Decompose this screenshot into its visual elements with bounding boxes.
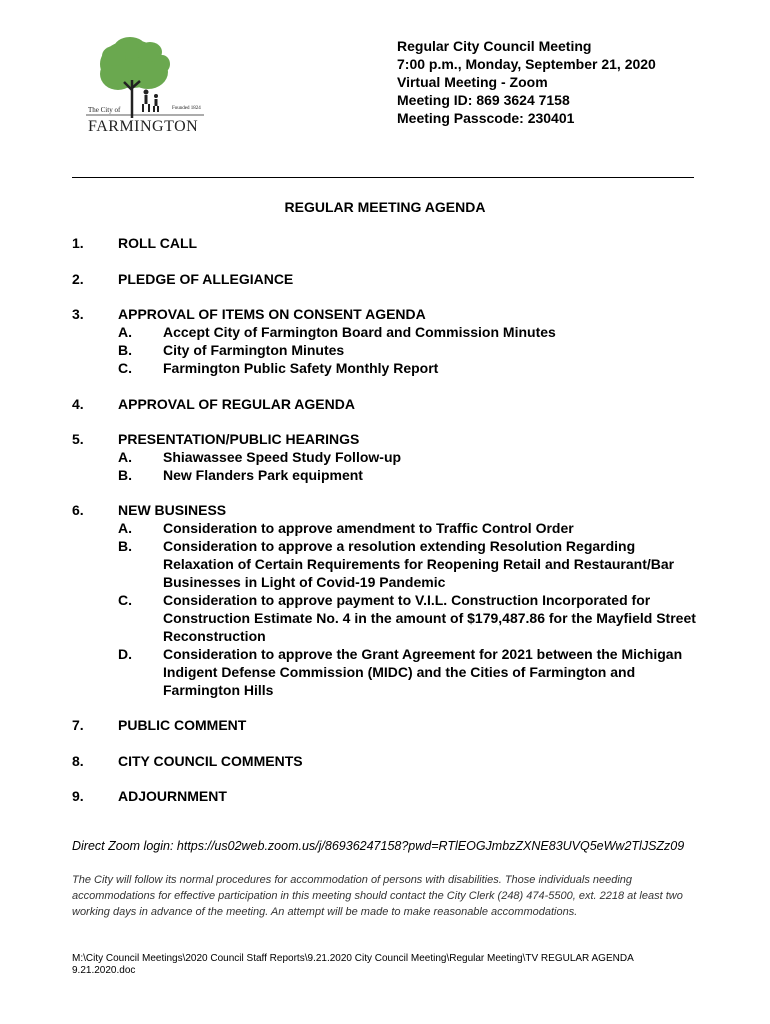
meeting-id: Meeting ID: 869 3624 7158 [397, 92, 570, 108]
item-number: 7. [72, 717, 84, 733]
sub-item-letter: C. [118, 360, 132, 376]
logo-founded-text: Founded 1824 [172, 106, 201, 111]
item-title: APPROVAL OF ITEMS ON CONSENT AGENDA [118, 306, 426, 322]
meeting-header [397, 37, 656, 127]
item-title: NEW BUSINESS [118, 502, 227, 518]
sub-item-letter: B. [118, 467, 132, 483]
sub-item-text: City of Farmington Minutes [163, 342, 345, 358]
sub-item-letter: A. [118, 449, 132, 465]
sub-item-text: New Flanders Park equipment [163, 467, 363, 483]
item-number: 6. [72, 502, 84, 518]
item-title: ADJOURNMENT [118, 788, 227, 804]
item-number: 9. [72, 788, 84, 804]
logo-city-text: The City of [88, 106, 121, 114]
meeting-title: Regular City Council Meeting [397, 38, 592, 54]
sub-item-text: Accept City of Farmington Board and Commission Minutes [163, 324, 556, 340]
sub-item-text: Consideration to approve a resolution extending Resolution Regarding Relaxation of Certain Requirements for Reopening Retail and Restaurant/Bar Businesses in Light of Covid-19 Pandemic [163, 538, 675, 590]
item-number: 8. [72, 753, 84, 769]
item-number: 5. [72, 431, 84, 447]
sub-item-letter: A. [118, 324, 132, 340]
sub-item-text: Consideration to approve amendment to Traffic Control Order [163, 520, 574, 536]
item-title: ROLL CALL [118, 235, 198, 251]
sub-item-text: Consideration to approve the Grant Agreement for 2021 between the Michigan Indigent Defense Commission (MIDC) and the Cities of Farmington and Farmington Hills [163, 646, 683, 698]
sub-item-text: Consideration to approve payment to V.I.L. Construction Incorporated for Construction Estimate No. 4 in the amount of $179,487.86 for the Mayfield Street Reconstruction [163, 592, 696, 644]
meeting-time: 7:00 p.m., Monday, September 21, 2020 [397, 56, 656, 72]
accessibility-notice: The City will follow its normal procedures for accommodation of persons with disabilities. Those individuals needing accommodations for effective participation in this meeting should contact the City Clerk (248) 474-5500, ext. 2218 at least two working days in advance of the meeting. An attempt will be made to make reasonable accommodations. [72, 874, 683, 918]
item-number: 2. [72, 271, 84, 287]
sub-item-letter: B. [118, 342, 132, 358]
item-title: CITY COUNCIL COMMENTS [118, 753, 303, 769]
sub-item-letter: D. [118, 646, 132, 662]
sub-item-text: Shiawassee Speed Study Follow-up [163, 449, 402, 465]
item-title: PUBLIC COMMENT [118, 717, 247, 733]
meeting-passcode: Meeting Passcode: 230401 [397, 110, 575, 126]
zoom-login-link[interactable]: Direct Zoom login: https://us02web.zoom.us/j/86936247158?pwd=RTlEOGJmbzZXNE83UVQ5eWw2TlJSZz09 [72, 839, 685, 853]
item-number: 4. [72, 396, 84, 412]
item-title: APPROVAL OF REGULAR AGENDA [118, 396, 355, 412]
item-number: 1. [72, 235, 84, 251]
sub-item-text: Farmington Public Safety Monthly Report [163, 360, 439, 376]
sub-item-letter: A. [118, 520, 132, 536]
item-number: 3. [72, 306, 84, 322]
sub-item-letter: C. [118, 592, 132, 608]
sub-item-letter: B. [118, 538, 132, 554]
agenda-title: REGULAR MEETING AGENDA [284, 199, 486, 215]
meeting-venue: Virtual Meeting - Zoom [397, 74, 548, 90]
item-title: PLEDGE OF ALLEGIANCE [118, 271, 294, 287]
file-path-footer: M:\City Council Meetings\2020 Council Staff Reports\9.21.2020 City Council Meeting\Regular Meeting\TV REGULAR AGENDA 9.21.2020.doc [72, 953, 634, 976]
logo-city-name: FARMINGTON [88, 118, 199, 135]
item-title: PRESENTATION/PUBLIC HEARINGS [118, 431, 360, 447]
city-logo [84, 34, 210, 138]
header-divider [72, 177, 694, 178]
